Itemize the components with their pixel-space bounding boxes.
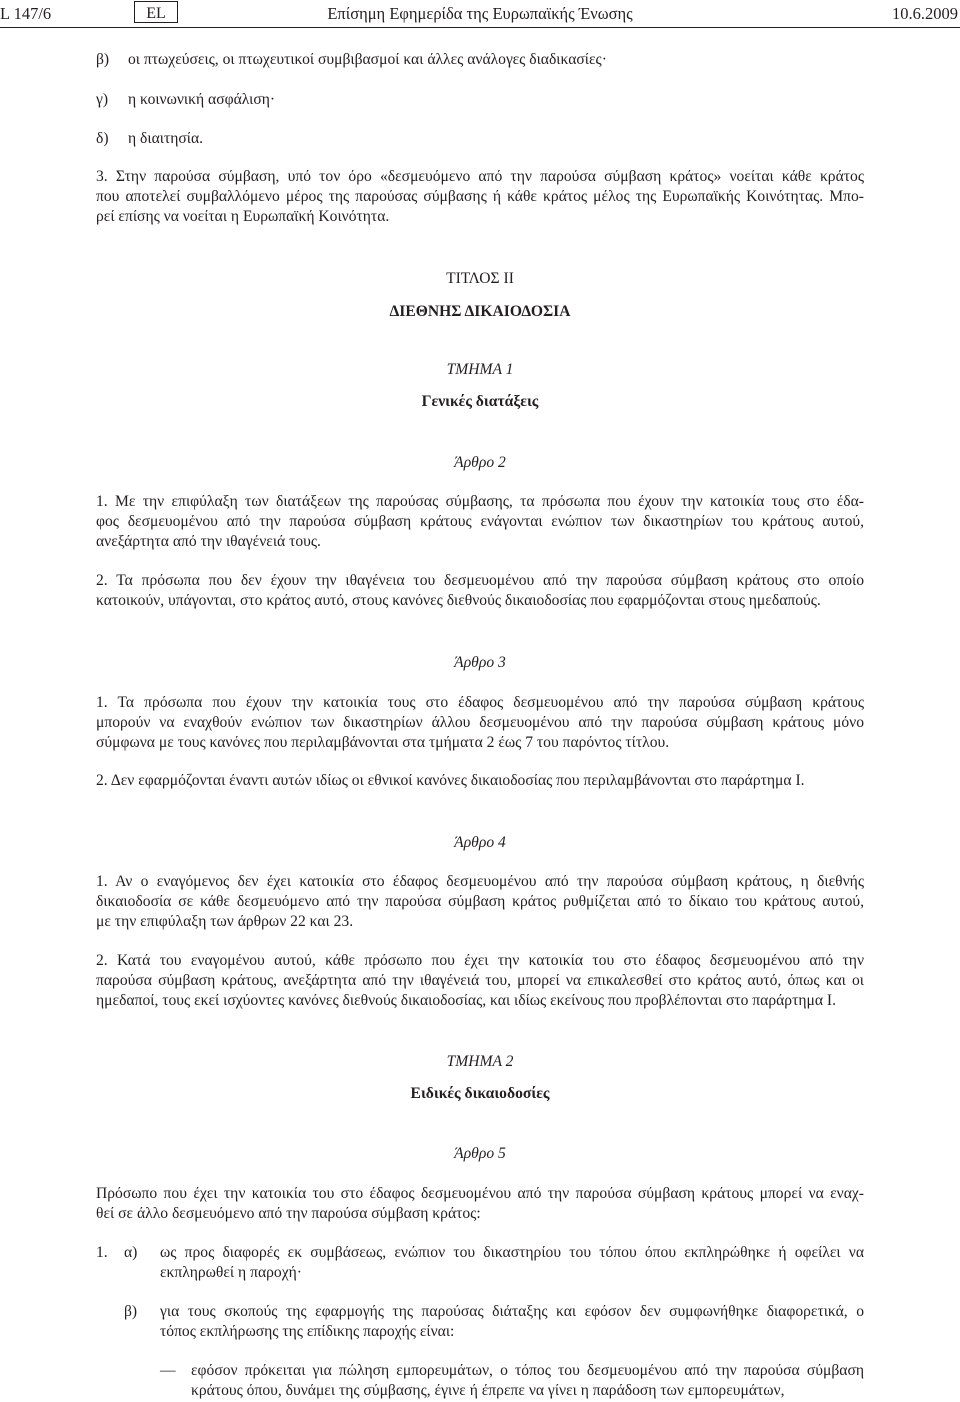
- section-label: ΤΜΗΜΑ 2: [446, 1053, 514, 1070]
- list-marker: γ): [96, 91, 109, 108]
- paragraph-line: θεί σε άλλο δεσμευόμενο από την παρούσα σύμβαση κράτος:: [96, 1205, 481, 1222]
- article-heading: Άρθρο 4: [454, 834, 506, 851]
- paragraph-line: που αποτελεί συμβαλλόμενο μέρος της παρούσας σύμβασης ή κάθε κράτος μέλος της Ευρωπαϊκής Κοινότητας. Μπο-: [96, 188, 864, 205]
- paragraph-line: εφόσον πρόκειται για πώληση εμπορευμάτων, ο τόπος του δεσμευομένου από την παρούσα σύμβαση: [191, 1362, 864, 1379]
- article-heading: Άρθρο 2: [454, 454, 506, 471]
- paragraph-line: 2. Δεν εφαρμόζονται έναντι αυτών ιδίως οι εθνικοί κανόνες δικαιοδοσίας που περιλαμβάνονται στο παράρτημα I.: [96, 772, 805, 789]
- paragraph-line: ρεί επίσης να νοείται η Ευρωπαϊκή Κοινότητα.: [96, 208, 390, 225]
- list-marker: δ): [96, 130, 109, 147]
- paragraph-line: 2. Τα πρόσωπα που δεν έχουν την ιθαγένεια του δεσμευομένου από την παρούσα σύμβαση κράτους στο οποίο: [96, 572, 864, 589]
- paragraph-line: ημεδαποί, τους εκεί ισχύοντες κανόνες διεθνούς δικαιοδοσίας, και ιδίως εκείνους που προβλέπονται στο παράρτημα I.: [96, 992, 837, 1009]
- journal-title: Επίσημη Εφημερίδα της Ευρωπαϊκής Ένωσης: [327, 4, 633, 23]
- list-item-text: η διαιτησία.: [128, 130, 204, 147]
- paragraph-line: 3. Στην παρούσα σύμβαση, υπό τον όρο «δεσμευόμενο από την παρούσα σύμβαση κράτος» νοείται κάθε κράτος: [96, 168, 864, 185]
- subitem-marker: α): [124, 1244, 138, 1261]
- list-item-text: οι πτωχεύσεις, οι πτωχευτικοί συμβιβασμοί και άλλες ανάλογες διαδικασίες·: [128, 51, 607, 68]
- subitem-marker: β): [124, 1303, 138, 1320]
- article-heading: Άρθρο 5: [454, 1145, 506, 1162]
- paragraph-line: 1. Με την επιφύλαξη των διατάξεων της παρούσας σύμβασης, τα πρόσωπα που έχουν την κατοικία τους στο έδα-: [96, 493, 864, 510]
- paragraph-line: παρούσα σύμβαση κράτους, ανεξάρτητα από την ιθαγένειά του, μπορεί να επικαλεσθεί στο κράτος αυτό, όπως και οι: [96, 972, 864, 989]
- paragraph-line: δικαιοδοσία σε κάθε δεσμευόμενο από την παρούσα σύμβαση κράτος ρυθμίζεται από το δίκαιο του κράτους αυτού,: [96, 893, 864, 910]
- publication-date: 10.6.2009: [892, 4, 958, 23]
- article-heading: Άρθρο 3: [454, 654, 506, 671]
- paragraph-line: 1. Τα πρόσωπα που έχουν την κατοικία τους στο έδαφος δεσμευομένου από την παρούσα σύμβαση κράτους: [96, 694, 864, 711]
- paragraph-line: φος δεσμευομένου από την παρούσα σύμβαση κράτους ενάγονται ενώπιον των δικαστηρίων του κράτους αυτού,: [96, 513, 864, 530]
- paragraph-line: Πρόσωπο που έχει την κατοικία του στο έδαφος δεσμευομένου από την παρούσα σύμβαση κράτους μπορεί να εναχ-: [96, 1185, 864, 1202]
- list-marker: β): [96, 51, 110, 68]
- item-number: 1.: [96, 1244, 108, 1261]
- page-reference: L 147/6: [0, 4, 52, 23]
- paragraph-line: 1. Αν ο εναγόμενος δεν έχει κατοικία στο έδαφος δεσμευομένου από την παρούσα σύμβαση κράτους, η διεθνής: [96, 873, 864, 890]
- header-rule: [0, 27, 960, 28]
- paragraph-line: τόπος εκπλήρωσης της επίδικης παροχής είναι:: [160, 1323, 455, 1340]
- section-heading: Γενικές διατάξεις: [421, 393, 539, 410]
- paragraph-line: κατοικούν, υπάγονται, στο κράτος αυτό, στους κανόνες διεθνούς δικαιοδοσίας που εφαρμόζονται στους ημεδαπούς.: [96, 592, 821, 609]
- dash-marker: —: [160, 1362, 176, 1379]
- section-label: ΤΜΗΜΑ 1: [446, 361, 514, 378]
- title-heading: ΔΙΕΘΝΗΣ ΔΙΚΑΙΟΔΟΣΙΑ: [389, 303, 571, 320]
- paragraph-line: για τους σκοπούς της εφαρμογής της παρούσας διάταξης και εφόσον δεν συμφωνήθηκε διαφορετικά, ο: [160, 1303, 864, 1320]
- title-label: ΤΙΤΛΟΣ II: [446, 270, 514, 287]
- paragraph-line: σύμφωνα με τους κανόνες που περιλαμβάνονται στα τμήματα 2 έως 7 του παρόντος τίτλου.: [96, 734, 670, 751]
- paragraph-line: 2. Κατά του εναγομένου αυτού, κάθε πρόσωπο που έχει την κατοικία του στο έδαφος δεσμευομένου από την: [96, 952, 864, 969]
- paragraph-line: ως προς διαφορές εκ συμβάσεως, ενώπιον του δικαστηρίου του τόπου όπου εκπληρώθηκε ή οφείλει να: [160, 1244, 864, 1261]
- section-heading: Ειδικές δικαιοδοσίες: [410, 1085, 550, 1102]
- language-code: EL: [146, 5, 166, 22]
- paragraph-line: κράτους όπου, δυνάμει της σύμβασης, έγινε ή έπρεπε να γίνει η παράδοση των εμπορευμάτων,: [191, 1382, 785, 1399]
- paragraph-line: με την επιφύλαξη των άρθρων 22 και 23.: [96, 913, 354, 930]
- list-item-text: η κοινωνική ασφάλιση·: [128, 91, 276, 108]
- paragraph-line: ανεξάρτητα από την ιθαγένειά τους.: [96, 533, 321, 550]
- paragraph-line: μπορούν να εναχθούν ενώπιον των δικαστηρίων άλλου δεσμευομένου από την παρούσα σύμβαση κράτους μόνο: [96, 714, 864, 731]
- paragraph-line: εκπληρωθεί η παροχή·: [160, 1264, 302, 1281]
